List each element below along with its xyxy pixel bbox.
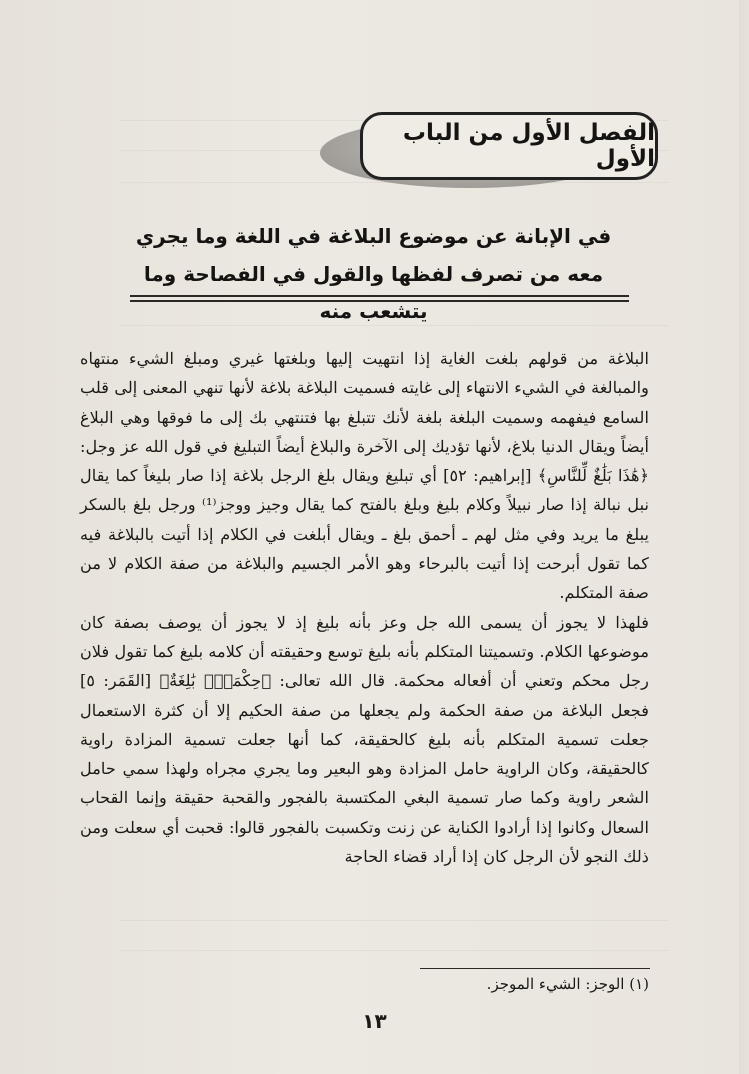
show-through-line [120,950,669,951]
chapter-title-frame [320,112,656,198]
page-number: ١٣ [362,1009,387,1033]
body-text [80,344,649,871]
page-edge [739,0,749,1074]
body-paragraph-1: البلاغة من قولهم بلغت الغاية إذا انتهيت إليها وبلغتها غيري ومبلغ الشيء منتهاه والمبالغة في الشيء الانتهاء إلى غايته فسميت البلاغة بلاغة لأنها تنهي المعنى إلى قلب السامع فيفهمه وسميت البلغة بلغة لأنك تتبلغ بها فتنتهي بك إلى ما فوقها وهي البلاغ أيضاً ويقال الدنيا بلاغ، لأنها تؤديك إلى الآخرة والبلاغ أيضاً التبليغ في قول الله عز وجل: ﴿هَٰذَا بَلَٰغٌ لِّلنَّاسِ﴾ [إبراهيم: ٥٢] أي تبليغ ويقال بلغ الرجل بلاغة إذا صار بليغاً كما يقال نبل نبالة إذا صار نبيلاً وكلام بليغ وبلغ بالفتح كما يقال وجيز ووجز⁽¹⁾ ورجل بلغ بالسكر يبلغ ما يريد وفي مثل لهم ـ أحمق بلغ ـ ويقال أبلغت في الكلام إذا أتيت بالبلاغة فيه كما تقول أبرحت إذا أتيت بالبرحاء وهو الأمر الجسيم والبلاغة من صفة الكلام لا من صفة المتكلم. [80,349,650,603]
section-heading-line-2: معه من تصرف لفظها والقول في الفصاحة وما يتشعب منه [143,262,604,323]
section-heading-line-1: في الإبانة عن موضوع البلاغة في اللغة وما يجري [135,224,612,248]
heading-underline-second [130,300,629,302]
footnote: (١) الوجز: الشيء الموجز. [486,975,649,993]
heading-underline [130,295,629,297]
footnote-separator [420,968,650,969]
chapter-title-box [360,112,658,180]
chapter-title: الفصل الأول من الباب الأول [402,120,655,172]
show-through-line [120,920,669,921]
body-paragraph-2: فلهذا لا يجوز أن يسمى الله جل وعز بأنه بليغ إذ لا يجوز أن يوصف بصفة كان موضوعها الكلام. وتسميتنا المتكلم بأنه بليغ توسع وحقيقته أن كلامه بليغ كما تقول فلان رجل محكم وتعني أن أفعاله محكمة. قال الله تعالى: ﴿حِكْمَةٌۢ بَٰلِغَةٌ﴾ [القَمَر: ٥] فجعل البلاغة من صفة الحكمة ولم يجعلها من صفة الحكيم إلا أن كثرة الاستعمال جعلت تسمية المتكلم بأنه بليغ كالحقيقة، كما أنها جعلت تسمية المزادة راوية كالحقيقة، وكان الراوية حامل المزادة وهو البعير وما يجري مجراه ولهذا سمي حامل الشعر راوية وكما صار تسمية البغي المكتسبة بالفجور والقحبة حقيقة وإنما القحاب السعال وكانوا إذا أرادوا الكناية عن زنت وتكسبت بالفجور قالوا: قحبت أي سعلت ومن ذلك النجو لأن الرجل كان إذا أراد قضاء الحاجة [80,612,649,867]
